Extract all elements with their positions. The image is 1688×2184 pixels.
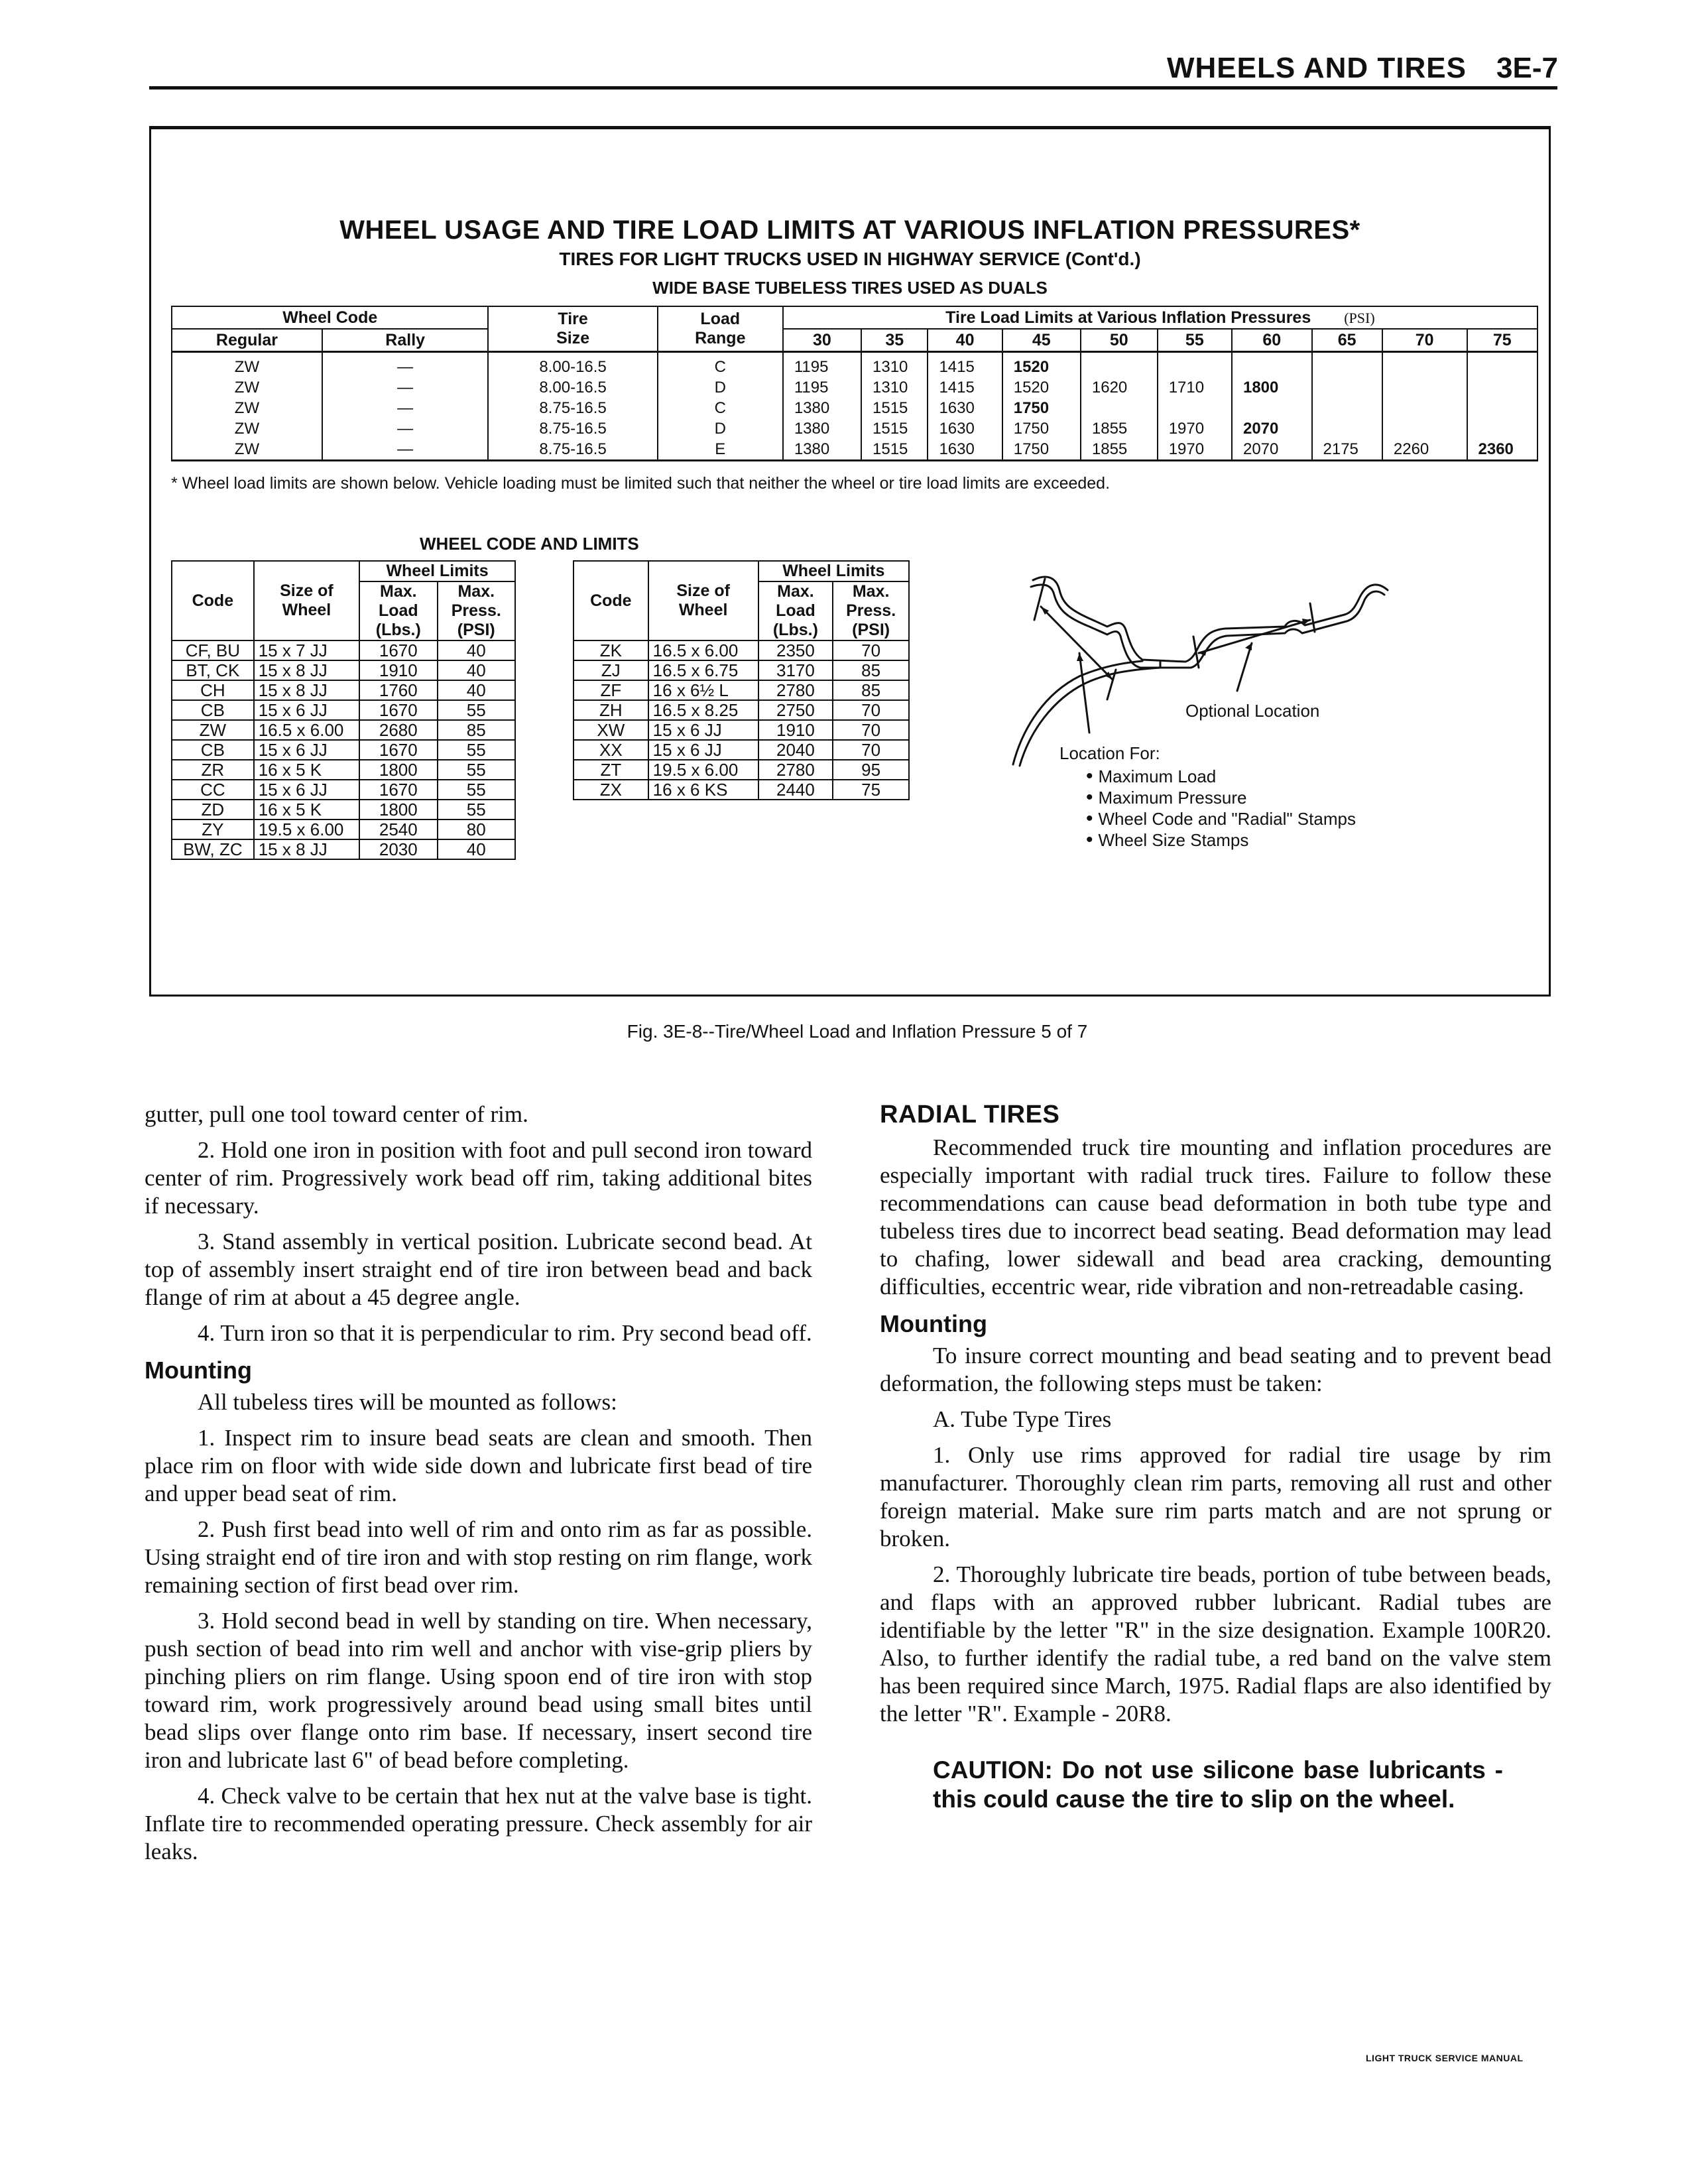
max-load-cell: 2540	[359, 819, 437, 839]
code-cell: ZF	[573, 680, 648, 700]
header-size-line1: Size of	[280, 581, 333, 600]
max-load-cell: 2780	[758, 680, 833, 700]
table-footnote: * Wheel load limits are shown below. Vehicle loading must be limited such that neither the wheel or tire load limits are exceeded.	[171, 474, 1111, 493]
tire-size-cell: 8.75-16.5	[488, 418, 657, 439]
paragraph: 4. Check valve to be certain that hex nut at the valve base is tight. Inflate tire to recommended operating pressure. Check assembly for air leaks.	[145, 1783, 812, 1864]
load-range-cell: D	[658, 377, 783, 398]
load-limit-cell: 1310	[861, 352, 928, 378]
header-psi: 40	[928, 329, 1002, 352]
regular-cell: ZW	[172, 398, 322, 418]
table-row	[172, 740, 515, 760]
regular-cell: ZW	[172, 439, 322, 461]
header-max-load	[758, 581, 833, 640]
table-row	[573, 720, 909, 740]
load-limit-cell	[1158, 352, 1232, 378]
max-press-cell: 70	[833, 720, 909, 740]
paragraph: 2. Push first bead into well of rim and onto rim as far as possible. Using straight end of tire iron and with stop resting on rim flange, work remaining section of first bead over rim.	[145, 1516, 812, 1598]
paragraph: 2. Thoroughly lubricate tire beads, portion of tube between beads, and flaps with an approved rubber lubricant. Radial tubes are identifiable by the letter "R" in the size designation. Example 100R20. Also, to further identify the radial tube, a red band on the valve stem has been required since March, 1975. Radial flaps are also identified by the letter "R". Example - 20R8.	[880, 1561, 1551, 1727]
header-max-press-l1: Max.	[457, 582, 495, 601]
paragraph: A. Tube Type Tires	[933, 1406, 1112, 1432]
load-limit-cell: 1620	[1081, 377, 1158, 398]
load-limit-cell	[1382, 352, 1467, 378]
regular-cell: ZW	[172, 418, 322, 439]
figure-caption-text: Fig. 3E-8--Tire/Wheel Load and Inflation Pressure 5 of 7	[627, 1021, 1088, 1042]
load-limit-cell: 1630	[928, 398, 1002, 418]
wheel-size-cell: 16 x 6 KS	[648, 780, 758, 800]
rally-cell: —	[322, 418, 489, 439]
wheel-size-cell: 15 x 6 JJ	[648, 720, 758, 740]
load-limit-cell: 1380	[783, 439, 861, 461]
wheel-size-cell: 16.5 x 8.25	[648, 700, 758, 720]
load-limit-cell	[1382, 398, 1467, 418]
paragraph: 3. Hold second bead in well by standing on tire. When necessary, push section of bead into rim well and anchor with vise-grip pliers by pinching pliers on rim flange. Using spoon end of tire iron with stop toward rim, work progressively around bead using small bites until bead slips over flange onto rim base. If necessary, insert second tire iron and lubricate last 6" of bead before completing.	[145, 1608, 812, 1773]
load-limit-cell: 1970	[1158, 418, 1232, 439]
load-limit-cell: 1970	[1158, 439, 1232, 461]
load-limit-cell: 1515	[861, 398, 928, 418]
header-load-range-line1: Load	[700, 310, 741, 328]
regular-cell: ZW	[172, 377, 322, 398]
load-range-cell: D	[658, 418, 783, 439]
max-press-cell: 55	[438, 740, 515, 760]
max-load-cell: 1670	[359, 780, 437, 800]
header-max-press	[833, 581, 909, 640]
max-load-cell: 2440	[758, 780, 833, 800]
paragraph: 4. Turn iron so that it is perpendicular to rim. Pry second bead off.	[198, 1320, 812, 1346]
section-heading-mounting: Mounting	[880, 1310, 987, 1337]
wheel-size-cell: 16.5 x 6.00	[254, 720, 359, 740]
load-limit-cell: 1310	[861, 377, 928, 398]
max-press-cell: 55	[438, 700, 515, 720]
max-load-cell: 1910	[359, 660, 437, 680]
wheel-size-cell: 16 x 5 K	[254, 760, 359, 780]
header-load-range	[658, 306, 783, 352]
header-max-load-l3: (Lbs.)	[772, 621, 818, 639]
header-psi: 45	[1002, 329, 1081, 352]
wheel-size-cell: 15 x 6 JJ	[254, 740, 359, 760]
table-row	[172, 352, 1537, 378]
header-psi: 30	[783, 329, 861, 352]
table-row	[172, 780, 515, 800]
rally-cell: —	[322, 352, 489, 378]
wheel-size-cell: 16.5 x 6.75	[648, 660, 758, 680]
code-cell: XW	[573, 720, 648, 740]
figure-subtitle: TIRES FOR LIGHT TRUCKS USED IN HIGHWAY SERVICE (Cont'd.)	[559, 249, 1141, 269]
rim-stamp-location-diagram	[993, 554, 1524, 898]
header-pressures-unit: (PSI)	[1344, 309, 1375, 326]
max-load-cell: 1670	[359, 700, 437, 720]
tire-load-limits-table	[171, 306, 1538, 461]
paragraph: gutter, pull one tool toward center of rim.	[145, 1101, 528, 1127]
load-limit-cell: 2360	[1467, 439, 1537, 461]
wheel-code-table-left	[171, 560, 516, 860]
wheel-code-table-right	[573, 560, 910, 800]
location-item: • Maximum Pressure	[1086, 787, 1356, 808]
load-limit-cell: 1515	[861, 439, 928, 461]
load-limit-cell: 1415	[928, 377, 1002, 398]
location-item: • Maximum Load	[1086, 766, 1356, 787]
header-pressures-group	[783, 306, 1537, 329]
max-load-cell: 2680	[359, 720, 437, 740]
tire-load-limits-body	[172, 352, 1537, 461]
max-load-cell: 1670	[359, 640, 437, 660]
section-title: WHEELS AND TIRES	[1167, 52, 1467, 84]
table-row	[573, 680, 909, 700]
load-limit-cell	[1382, 377, 1467, 398]
load-limit-cell: 1630	[928, 439, 1002, 461]
section-heading-radial-tires: RADIAL TIRES	[880, 1101, 1060, 1128]
header-max-load-l2: Load	[776, 601, 815, 620]
header-psi: 75	[1467, 329, 1537, 352]
table-row	[573, 700, 909, 720]
header-psi: 70	[1382, 329, 1467, 352]
table-row	[573, 640, 909, 660]
max-press-cell: 80	[438, 819, 515, 839]
code-cell: XX	[573, 740, 648, 760]
code-cell: ZD	[172, 800, 254, 819]
load-limit-cell	[1232, 352, 1312, 378]
caution-notice: CAUTION: Do not use silicone base lubricants - this could cause the tire to slip on the wheel.	[933, 1756, 1503, 1813]
max-press-cell: 85	[833, 660, 909, 680]
code-cell: ZT	[573, 760, 648, 780]
wheel-size-cell: 19.5 x 6.00	[648, 760, 758, 780]
header-max-load-l3: (Lbs.)	[375, 621, 421, 639]
table-row	[172, 640, 515, 660]
load-limit-cell	[1312, 418, 1382, 439]
code-cell: BW, ZC	[172, 839, 254, 859]
max-press-cell: 40	[438, 839, 515, 859]
max-press-cell: 40	[438, 660, 515, 680]
footer-manual-name: LIGHT TRUCK SERVICE MANUAL	[1366, 2053, 1524, 2063]
figure-caption	[0, 1021, 1688, 1042]
rally-cell: —	[322, 398, 489, 418]
max-press-cell: 70	[833, 700, 909, 720]
load-limit-cell: 1515	[861, 418, 928, 439]
max-load-cell: 2780	[758, 760, 833, 780]
figure-subsubtitle: WIDE BASE TUBELESS TIRES USED AS DUALS	[652, 278, 1048, 298]
max-load-cell: 1670	[359, 740, 437, 760]
figure-box	[149, 126, 1551, 997]
header-max-load-l1: Max.	[777, 582, 814, 601]
max-press-cell: 40	[438, 640, 515, 660]
load-limit-cell: 1855	[1081, 439, 1158, 461]
max-load-cell: 1800	[359, 760, 437, 780]
load-limit-cell: 1710	[1158, 377, 1232, 398]
wheel-size-cell: 15 x 6 JJ	[254, 780, 359, 800]
paragraph: 1. Only use rims approved for radial tire usage by rim manufacturer. Thoroughly clean rim parts, removing all rust and other foreign material. Make sure rim parts match and are not sprung or broken.	[880, 1442, 1551, 1551]
header-regular: Regular	[172, 329, 322, 352]
wheel-size-cell: 15 x 8 JJ	[254, 660, 359, 680]
code-cell: CB	[172, 700, 254, 720]
header-rally: Rally	[322, 329, 489, 352]
load-limit-cell	[1312, 352, 1382, 378]
table-row	[573, 740, 909, 760]
code-cell: ZH	[573, 700, 648, 720]
code-cell: ZK	[573, 640, 648, 660]
table-row	[172, 398, 1537, 418]
wheel-size-cell: 19.5 x 6.00	[254, 819, 359, 839]
wheel-code-limits-title: WHEEL CODE AND LIMITS	[420, 534, 639, 554]
header-wheel-code: Wheel Code	[172, 306, 488, 329]
load-limit-cell: 1750	[1002, 398, 1081, 418]
load-limit-cell	[1232, 398, 1312, 418]
header-size-line2: Wheel	[282, 601, 332, 619]
code-cell: ZY	[172, 819, 254, 839]
header-psi: 35	[861, 329, 928, 352]
table-row	[172, 439, 1537, 461]
header-psi: 50	[1081, 329, 1158, 352]
max-load-cell: 3170	[758, 660, 833, 680]
code-cell: CC	[172, 780, 254, 800]
code-cell: CH	[172, 680, 254, 700]
table-row	[172, 660, 515, 680]
header-tire-size-line1: Tire	[558, 310, 588, 328]
location-item: • Wheel Size Stamps	[1086, 829, 1356, 851]
page-header	[1140, 48, 1558, 88]
load-limit-cell: 1380	[783, 418, 861, 439]
load-range-cell: C	[658, 398, 783, 418]
paragraph: To insure correct mounting and bead seating and to prevent bead deformation, the following steps must be taken:	[880, 1343, 1551, 1396]
load-limit-cell: 1415	[928, 352, 1002, 378]
table-row	[172, 680, 515, 700]
section-heading-mounting: Mounting	[145, 1357, 252, 1384]
table-row	[573, 760, 909, 780]
max-press-cell: 70	[833, 740, 909, 760]
load-limit-cell	[1312, 398, 1382, 418]
max-press-cell: 55	[438, 780, 515, 800]
table-row	[172, 377, 1537, 398]
header-max-load-l1: Max.	[380, 582, 417, 601]
table-row	[172, 760, 515, 780]
wheel-code-table-left-body	[172, 640, 515, 859]
wheel-size-cell: 16.5 x 6.00	[648, 640, 758, 660]
paragraph: 2. Hold one iron in position with foot and pull second iron toward center of rim. Progressively work bead off rim, taking additional bites if necessary.	[145, 1137, 812, 1219]
location-for-label: Location For:	[1059, 743, 1160, 763]
page-number: 3E-7	[1496, 52, 1558, 84]
max-load-cell: 1910	[758, 720, 833, 740]
load-limit-cell	[1081, 398, 1158, 418]
wheel-size-cell: 16 x 6½ L	[648, 680, 758, 700]
optional-location-label: Optional Location	[1185, 701, 1320, 721]
max-load-cell: 2750	[758, 700, 833, 720]
regular-cell: ZW	[172, 352, 322, 378]
load-limit-cell: 1750	[1002, 418, 1081, 439]
rally-cell: —	[322, 377, 489, 398]
code-cell: CF, BU	[172, 640, 254, 660]
code-cell: BT, CK	[172, 660, 254, 680]
header-max-press-l3: (PSI)	[852, 621, 890, 639]
max-press-cell: 55	[438, 760, 515, 780]
max-press-cell: 95	[833, 760, 909, 780]
load-limit-cell: 2070	[1232, 418, 1312, 439]
load-limit-cell: 1750	[1002, 439, 1081, 461]
tire-size-cell: 8.75-16.5	[488, 398, 657, 418]
max-press-cell: 55	[438, 800, 515, 819]
header-psi: 55	[1158, 329, 1232, 352]
load-limit-cell: 1195	[783, 377, 861, 398]
header-size-line2: Wheel	[678, 601, 728, 619]
header-tire-size	[488, 306, 657, 352]
wheel-size-cell: 15 x 6 JJ	[254, 700, 359, 720]
table-row	[172, 418, 1537, 439]
table-row	[172, 720, 515, 740]
header-load-range-line2: Range	[695, 329, 746, 347]
load-limit-cell: 1855	[1081, 418, 1158, 439]
header-max-press-l2: Press.	[846, 601, 896, 620]
load-range-cell: C	[658, 352, 783, 378]
left-column	[145, 1101, 812, 1874]
rally-cell: —	[322, 439, 489, 461]
load-limit-cell: 1520	[1002, 352, 1081, 378]
paragraph: All tubeless tires will be mounted as follows:	[198, 1389, 617, 1415]
max-press-cell: 70	[833, 640, 909, 660]
load-limit-cell	[1312, 377, 1382, 398]
code-cell: ZR	[172, 760, 254, 780]
paragraph: 1. Inspect rim to insure bead seats are clean and smooth. Then place rim on floor with wide side down and lubricate first bead of tire and upper bead seat of rim.	[145, 1425, 812, 1506]
header-tire-size-line2: Size	[556, 329, 590, 347]
tire-size-cell: 8.00-16.5	[488, 377, 657, 398]
header-max-load-l2: Load	[378, 601, 418, 620]
load-limit-cell	[1081, 352, 1158, 378]
header-size-line1: Size of	[676, 581, 730, 600]
load-limit-cell	[1467, 418, 1537, 439]
load-limit-cell: 2260	[1382, 439, 1467, 461]
table-row	[172, 800, 515, 819]
code-cell: ZJ	[573, 660, 648, 680]
header-psi: 65	[1312, 329, 1382, 352]
max-load-cell: 2030	[359, 839, 437, 859]
table-row	[573, 660, 909, 680]
load-limit-cell	[1382, 418, 1467, 439]
header-pressures-label: Tire Load Limits at Various Inflation Pressures	[945, 308, 1311, 327]
paragraph: Recommended truck tire mounting and inflation procedures are especially important with radial truck tires. Failure to follow these recommendations can cause bead deformation in both tube type and tubeless tires due to incorrect bead seating. Bead deformation may lead to chafing, lower sidewall and bead area cracking, demounting difficulties, eccentric wear, ride vibration and non-retreadable casing.	[880, 1134, 1551, 1300]
table-row	[573, 780, 909, 800]
wheel-size-cell: 16 x 5 K	[254, 800, 359, 819]
code-cell: CB	[172, 740, 254, 760]
load-limit-cell	[1467, 398, 1537, 418]
tire-size-cell: 8.75-16.5	[488, 439, 657, 461]
header-code: Code	[573, 561, 648, 640]
header-size-of-wheel	[254, 561, 359, 640]
load-limit-cell	[1467, 377, 1537, 398]
header-size-of-wheel	[648, 561, 758, 640]
paragraph: 3. Stand assembly in vertical position. Lubricate second bead. At top of assembly insert straight end of tire iron between bead and back flange of rim at about a 45 degree angle.	[145, 1229, 812, 1310]
tire-size-cell: 8.00-16.5	[488, 352, 657, 378]
wheel-size-cell: 15 x 8 JJ	[254, 680, 359, 700]
load-limit-cell: 2175	[1312, 439, 1382, 461]
right-column	[880, 1101, 1551, 1814]
load-limit-cell: 1195	[783, 352, 861, 378]
header-rule	[149, 86, 1557, 90]
code-cell: ZW	[172, 720, 254, 740]
load-range-cell: E	[658, 439, 783, 461]
table-row	[172, 700, 515, 720]
wheel-size-cell: 15 x 8 JJ	[254, 839, 359, 859]
load-limit-cell	[1158, 398, 1232, 418]
header-max-press-l2: Press.	[451, 601, 501, 620]
max-load-cell: 1800	[359, 800, 437, 819]
wheel-size-cell: 15 x 6 JJ	[648, 740, 758, 760]
load-limit-cell: 1800	[1232, 377, 1312, 398]
load-limit-cell: 1520	[1002, 377, 1081, 398]
load-limit-cell: 1380	[783, 398, 861, 418]
load-limit-cell: 2070	[1232, 439, 1312, 461]
location-item: • Wheel Code and "Radial" Stamps	[1086, 808, 1356, 829]
table-row	[172, 819, 515, 839]
max-press-cell: 85	[833, 680, 909, 700]
load-limit-cell	[1467, 352, 1537, 378]
header-wheel-limits: Wheel Limits	[758, 561, 909, 581]
header-max-press-l1: Max.	[852, 582, 890, 601]
wheel-size-cell: 15 x 7 JJ	[254, 640, 359, 660]
header-max-load	[359, 581, 437, 640]
max-load-cell: 1760	[359, 680, 437, 700]
max-load-cell: 2350	[758, 640, 833, 660]
header-max-press-l3: (PSI)	[457, 621, 495, 639]
location-list	[1086, 766, 1356, 851]
header-code: Code	[172, 561, 254, 640]
code-cell: ZX	[573, 780, 648, 800]
max-load-cell: 2040	[758, 740, 833, 760]
max-press-cell: 85	[438, 720, 515, 740]
max-press-cell: 40	[438, 680, 515, 700]
table-row	[172, 839, 515, 859]
wheel-code-table-right-body	[573, 640, 909, 800]
max-press-cell: 75	[833, 780, 909, 800]
header-wheel-limits: Wheel Limits	[359, 561, 515, 581]
figure-title: WHEEL USAGE AND TIRE LOAD LIMITS AT VARIOUS INFLATION PRESSURES*	[339, 215, 1360, 245]
load-limit-cell: 1630	[928, 418, 1002, 439]
header-psi: 60	[1232, 329, 1312, 352]
header-max-press	[438, 581, 515, 640]
